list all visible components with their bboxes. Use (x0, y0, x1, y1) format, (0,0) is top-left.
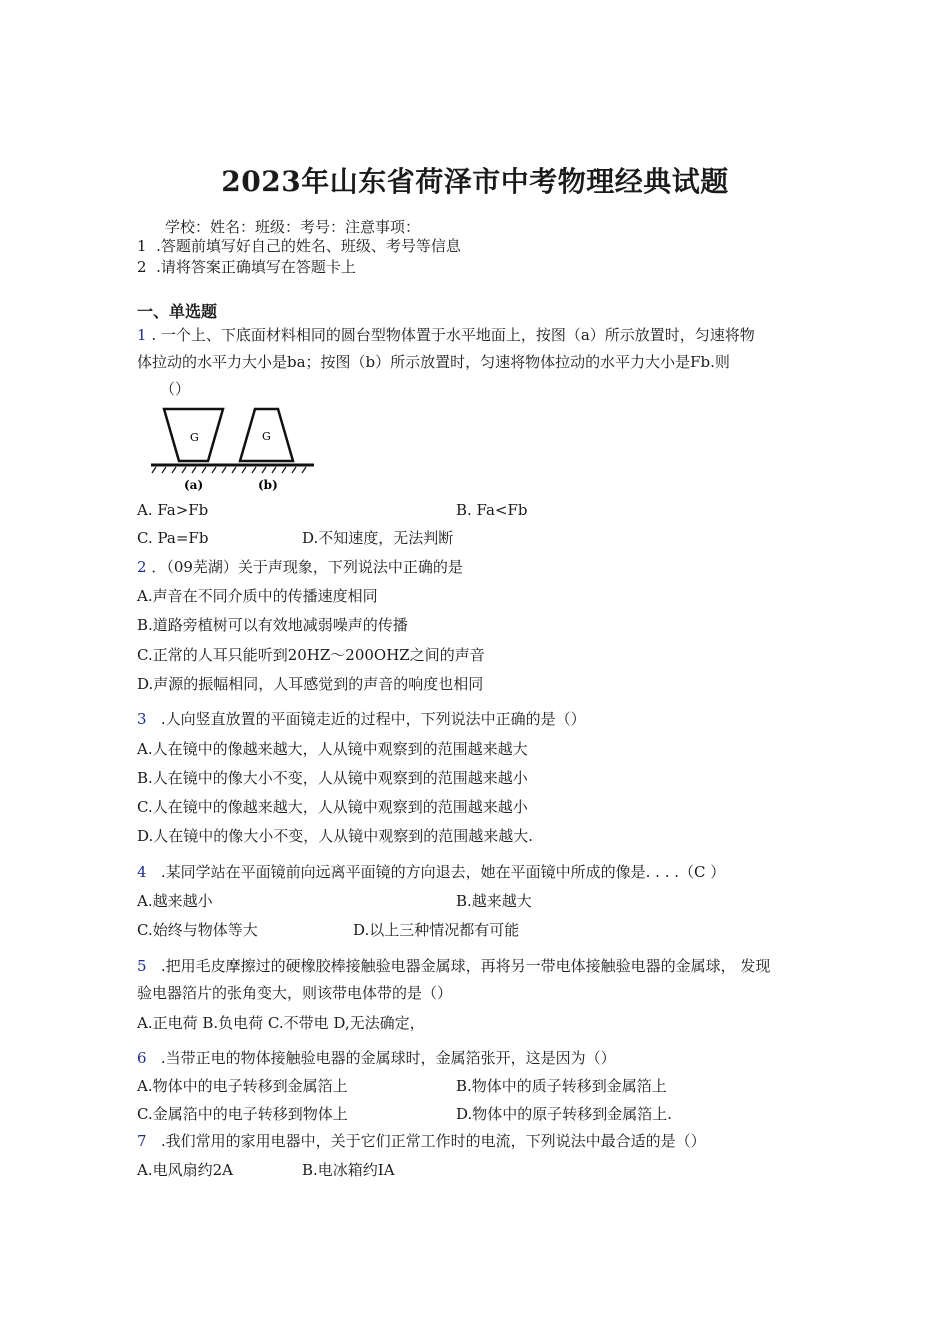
q1-stem-line2: 体拉动的水平力大小是ba；按图（b）所示放置时，匀速将物体拉动的水平力大小是Fb.则 (137, 353, 730, 371)
q2-option-c[interactable]: C.正常的人耳只能听到20HZ〜200OHZ之间的声音 (137, 646, 485, 664)
q3-option-a[interactable]: A.人在镜中的像越来越大，人从镜中观察到的范围越来越大 (137, 740, 528, 758)
section-heading: 一、单选题 (137, 302, 218, 321)
q4-stem (137, 862, 725, 882)
q6-option-b[interactable]: B.物体中的质子转移到金属箔上 (456, 1077, 667, 1095)
q6-stem (137, 1048, 616, 1068)
question-text: ．（09芜湖）关于声现象，下列说法中正确的是 (151, 558, 463, 576)
q1-option-b[interactable]: B. Fa<Fb (456, 501, 528, 519)
q7-option-a[interactable]: A.电风扇约2A (137, 1161, 233, 1179)
question-text: .我们常用的家用电器中，关于它们正常工作时的电流，下列说法中最合适的是（） (160, 1132, 706, 1150)
note-1 (137, 236, 461, 256)
question-text: .把用毛皮摩擦过的硬橡胶棒接触验电器金属球，再将另一带电体接触验电器的金属球， 发现 (160, 957, 771, 975)
ground-hatching (152, 467, 306, 473)
q3-stem (137, 709, 586, 729)
question-number: 7 (137, 1132, 147, 1150)
q7-stem (137, 1131, 706, 1151)
question-text: .人向竖直放置的平面镜走近的过程中，下列说法中正确的是（） (160, 710, 586, 728)
q1-option-a[interactable]: A. Fa>Fb (137, 501, 209, 519)
q3-option-b[interactable]: B.人在镜中的像大小不变，人从镜中观察到的范围越来越小 (137, 769, 528, 787)
weight-label-b: G (262, 430, 271, 443)
q2-option-a[interactable]: A.声音在不同介质中的传播速度相同 (137, 587, 378, 605)
q4-option-a[interactable]: A.越来越小 (137, 892, 213, 910)
q4-option-c[interactable]: C.始终与物体等大 (137, 921, 258, 939)
question-number: 5 (137, 957, 147, 975)
q1-option-d[interactable]: D.不知速度，无法判断 (302, 529, 454, 547)
note-number: 2 (137, 258, 147, 276)
q7-option-b[interactable]: B.电冰箱约IA (302, 1161, 395, 1179)
question-text: .当带正电的物体接触验电器的金属球时，金属箔张开，这是因为（） (160, 1049, 616, 1067)
q6-option-c[interactable]: C.金属箔中的电子转移到物体上 (137, 1105, 348, 1123)
q2-option-d[interactable]: D.声源的振幅相同，人耳感觉到的声音的响度也相同 (137, 675, 484, 693)
q3-option-d[interactable]: D.人在镜中的像大小不变，人从镜中观察到的范围越来越大. (137, 827, 534, 845)
caption-b: (b) (258, 478, 278, 492)
note-number: 1 (137, 237, 147, 255)
q6-option-a[interactable]: A.物体中的电子转移到金属箔上 (137, 1077, 348, 1095)
note-2 (137, 257, 356, 277)
q1-stem-line3: （） (160, 380, 191, 398)
q1-frustum-figure (148, 403, 318, 495)
q5-stem-line1 (137, 956, 770, 976)
q5-stem-line2: 验电器箔片的张角变大，则该带电体带的是（） (137, 984, 453, 1002)
weight-label-a: G (190, 431, 199, 444)
student-info-line: 学校：姓名：班级：考号：注意事项： (165, 218, 421, 236)
q3-option-c[interactable]: C.人在镜中的像越来越大，人从镜中观察到的范围越来越小 (137, 798, 528, 816)
question-text: .某同学站在平面镜前向远离平面镜的方向退去，她在平面镜中所成的像是. . . .（C ） (160, 863, 726, 881)
note-text: .请将答案正确填写在答题卡上 (156, 258, 356, 276)
question-number: 4 (137, 863, 147, 881)
question-number: 2 (137, 558, 147, 576)
caption-a: (a) (184, 478, 204, 492)
question-number: 1 (137, 326, 147, 344)
q2-option-b[interactable]: B.道路旁植树可以有效地减弱噪声的传播 (137, 616, 408, 634)
page-title: 2023年山东省荷泽市中考物理经典试题 (221, 165, 729, 198)
question-number: 3 (137, 710, 147, 728)
note-text: .答题前填写好自己的姓名、班级、考号等信息 (156, 237, 461, 255)
q4-option-b[interactable]: B.越来越大 (456, 892, 532, 910)
question-text: . 一个上、下底面材料相同的圆台型物体置于水平地面上，按图（a）所示放置时，匀速将物 (151, 326, 755, 344)
q5-options[interactable]: A.正电荷 B.负电荷 C.不带电 D,无法确定， (137, 1014, 425, 1032)
q4-option-d[interactable]: D.以上三种情况都有可能 (353, 921, 520, 939)
q6-option-d[interactable]: D.物体中的原子转移到金属箔上. (456, 1105, 673, 1123)
q2-stem (137, 557, 463, 577)
q1-stem-line1 (137, 325, 755, 345)
q1-option-c[interactable]: C. Pa=Fb (137, 529, 209, 547)
question-number: 6 (137, 1049, 147, 1067)
